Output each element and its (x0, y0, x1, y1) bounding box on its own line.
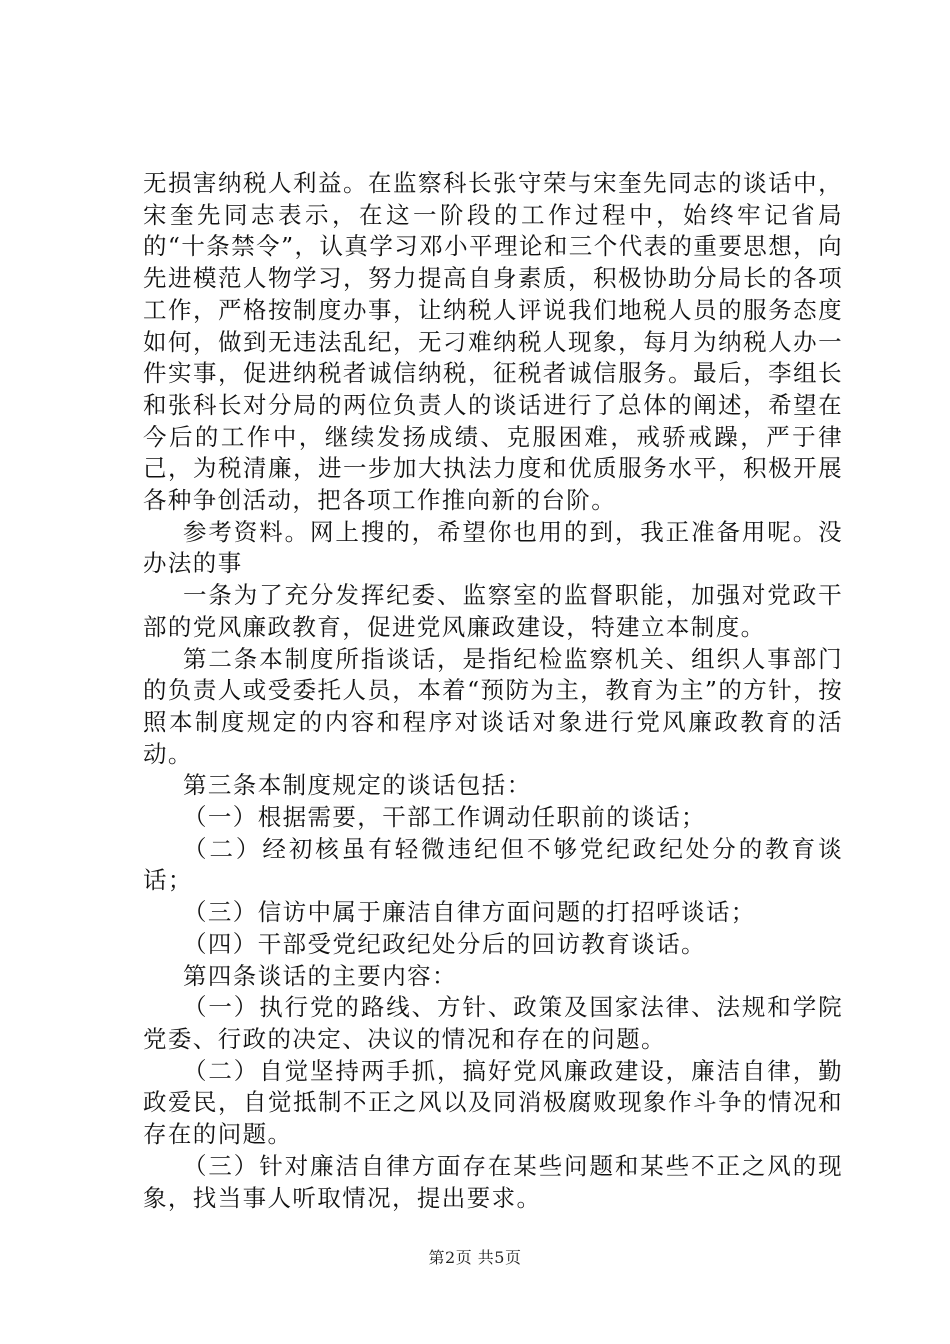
paragraph-1: 无损害纳税人利益。在监察科长张守荣与宋奎先同志的谈话中，宋奎先同志表示，在这一阶段的工作过程中，始终牢记省局的“十条禁令”，认真学习邓小平理论和三个代表的重要思想，向先进模范人物学习，努力提高自身素质，积极协助分局长的各项工作，严格按制度办事，让纳税人评说我们地税人员的服务态度如何，做到无违法乱纪，无刁难纳税人现象，每月为纳税人办一件实事，促进纳税者诚信纳税，征税者诚信服务。最后，李组长和张科长对分局的两位负责人的谈话进行了总体的阐述，希望在今后的工作中，继续发扬成绩、克服困难，戒骄戒躁，严于律己，为税清廉，进一步加大执法力度和优质服务水平，积极开展各种争创活动，把各项工作推向新的台阶。 (143, 169, 843, 515)
page-footer: 第2页 共5页 (428, 1248, 522, 1267)
document-body (143, 168, 843, 1214)
paragraph-11: （一）执行党的路线、方针、政策及国家法律、法规和学院党委、行政的决定、决议的情况和存在的问题。 (143, 993, 843, 1053)
paragraph-12: （二）自觉坚持两手抓，搞好党风廉政建设，廉洁自律，勤政爱民，自觉抵制不正之风以及同消极腐败现象作斗争的情况和存在的问题。 (143, 1056, 843, 1149)
paragraph-7: （二）经初核虽有轻微违纪但不够党纪政纪处分的教育谈话； (143, 834, 843, 895)
paragraph-2: 参考资料。网上搜的，希望你也用的到，我正准备用呢。没办法的事 (143, 517, 843, 578)
paragraph-10: 第四条谈话的主要内容： (183, 961, 457, 990)
paragraph-6: （一）根据需要，干部工作调动任职前的谈话； (183, 803, 706, 832)
paragraph-5: 第三条本制度规定的谈话包括： (183, 771, 532, 800)
paragraph-4: 第二条本制度所指谈话，是指纪检监察机关、组织人事部门的负责人或受委托人员，本着“预防为主，教育为主”的方针，按照本制度规定的内容和程序对谈话对象进行党风廉政教育的活动。 (143, 644, 843, 768)
paragraph-3: 一条为了充分发挥纪委、监察室的监督职能，加强对党政干部的党风廉政教育，促进党风廉政建设，特建立本制度。 (143, 581, 843, 641)
paragraph-9: （四）干部受党纪政纪处分后的回访教育谈话。 (183, 929, 706, 958)
paragraph-8: （三）信访中属于廉洁自律方面问题的打招呼谈话； (183, 898, 756, 927)
paragraph-13: （三）针对廉洁自律方面存在某些问题和某些不正之风的现象，找当事人听取情况，提出要求。 (143, 1151, 843, 1212)
